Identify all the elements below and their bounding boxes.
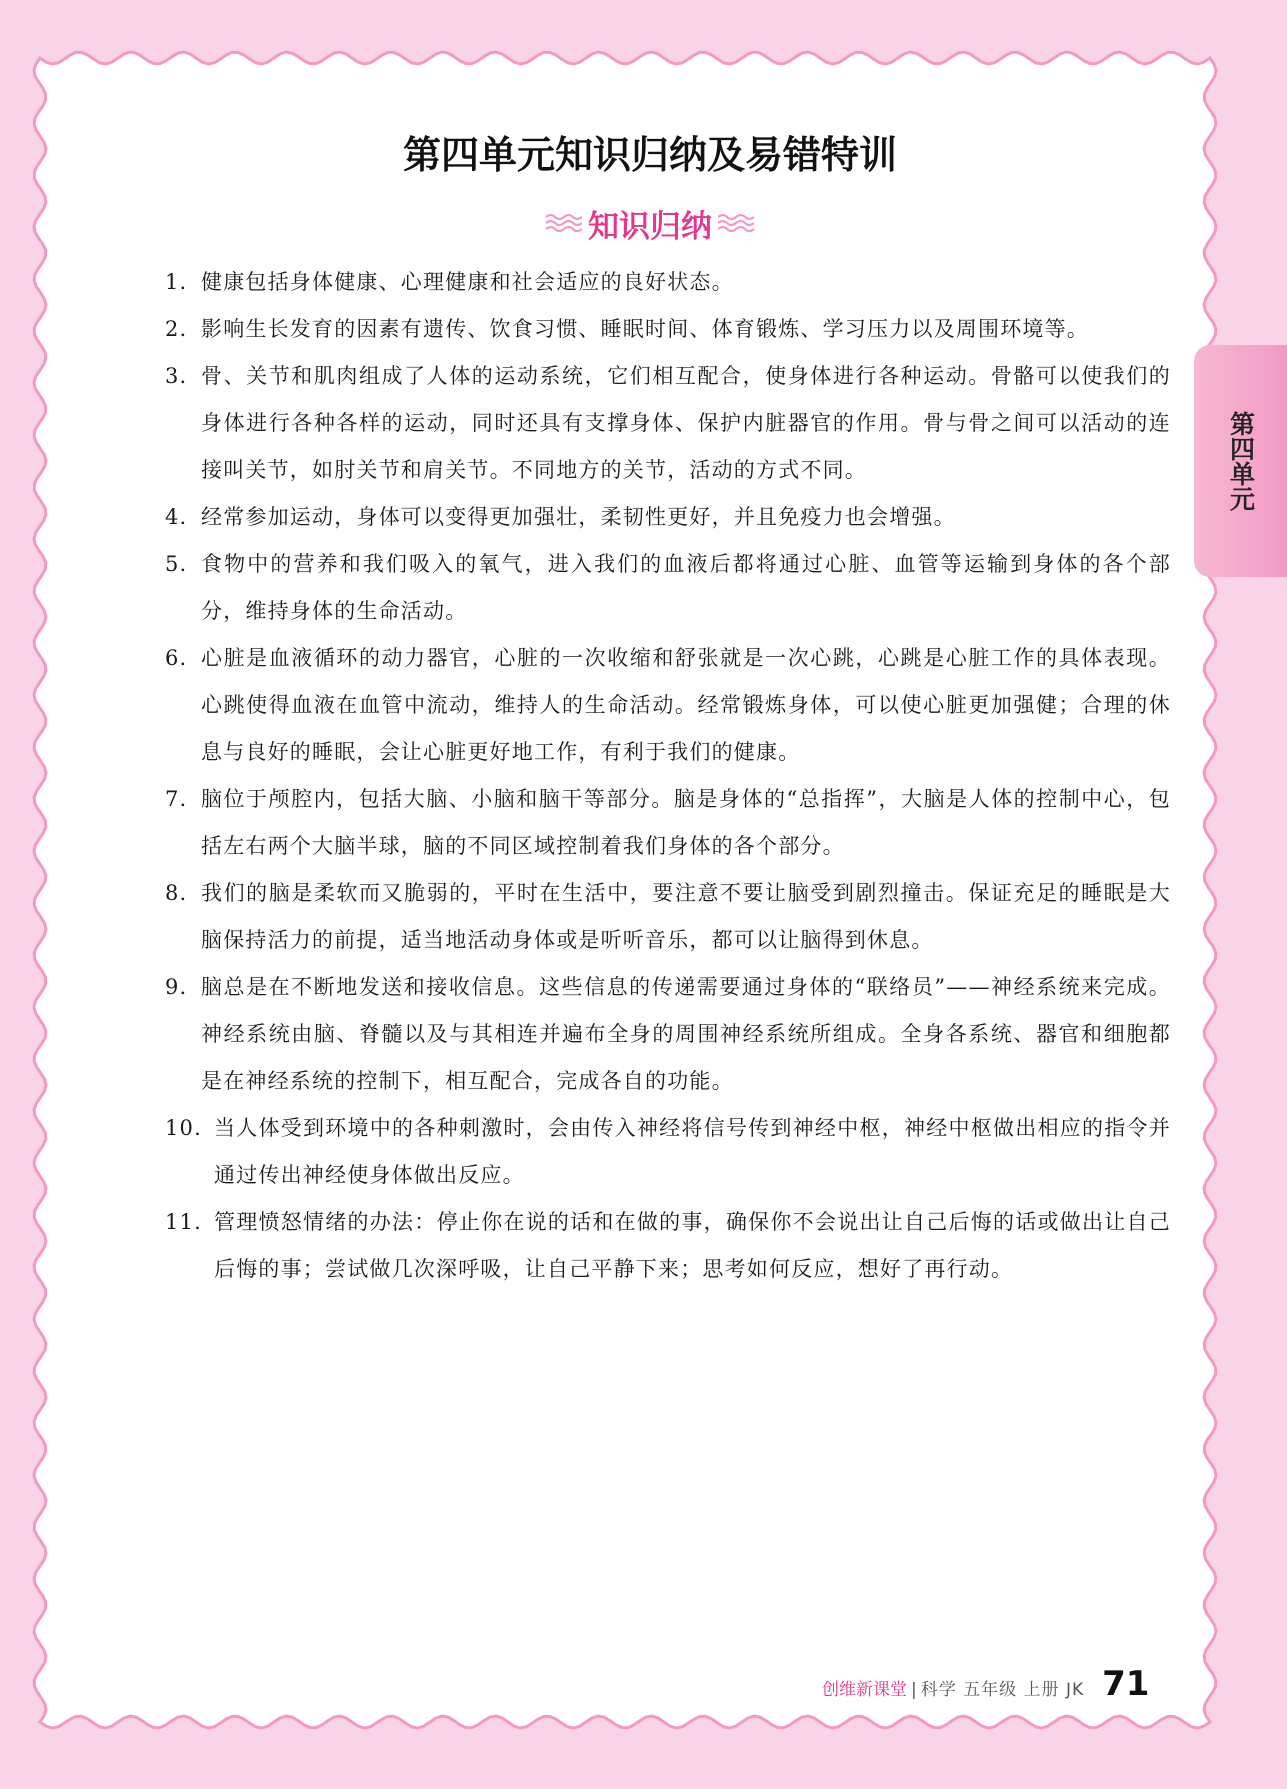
item-number: 7. — [165, 787, 188, 811]
page-footer — [822, 1664, 1182, 1704]
page-number: 71 — [1102, 1664, 1150, 1704]
item-text: 我们的脑是柔软而又脆弱的，平时在生活中，要注意不要让脑受到剧烈撞击。保证充足的睡眠是大脑保持活力的前提，适当地活动身体或是听听音乐，都可以让脑得到休息。 — [201, 881, 1171, 952]
item-text: 健康包括身体健康、心理健康和社会适应的良好状态。 — [201, 270, 734, 294]
unit-side-tab — [1194, 345, 1287, 577]
item-number: 8. — [165, 881, 188, 905]
list-item — [165, 1199, 1171, 1293]
item-text: 骨、关节和肌肉组成了人体的运动系统，它们相互配合，使身体进行各种运动。骨骼可以使我们的身体进行各种各样的运动，同时还具有支撑身体、保护内脏器官的作用。骨与骨之间可以活动的连接叫关节，如肘关节和肩关节。不同地方的关节，活动的方式不同。 — [201, 364, 1171, 482]
item-text: 心脏是血液循环的动力器官，心脏的一次收缩和舒张就是一次心跳，心跳是心脏工作的具体表现。心跳使得血液在血管中流动，维持人的生命活动。经常锻炼身体，可以使心脏更加强健；合理的休息与良好的睡眠，会让心脏更好地工作，有利于我们的健康。 — [201, 646, 1171, 764]
item-number: 6. — [165, 646, 188, 670]
item-number: 5. — [165, 552, 188, 576]
list-item — [165, 494, 1171, 541]
item-text: 脑总是在不断地发送和接收信息。这些信息的传递需要通过身体的“联络员”——神经系统来完成。神经系统由脑、脊髓以及与其相连并遍布全身的周围神经系统所组成。全身各系统、器官和细胞都是在神经系统的控制下，相互配合，完成各自的功能。 — [201, 975, 1171, 1093]
wave-decoration-left-icon — [544, 211, 582, 235]
knowledge-list — [165, 259, 1171, 1293]
list-item — [165, 541, 1171, 635]
item-text: 经常参加运动，身体可以变得更加强壮，柔韧性更好，并且免疫力也会增强。 — [201, 505, 956, 529]
footer-book-info: 科学 五年级 上册 JK — [920, 1680, 1085, 1700]
wave-decoration-right-icon — [718, 211, 756, 235]
unit-side-tab-label: 第四单元 — [1226, 411, 1256, 511]
item-number: 1. — [165, 270, 188, 294]
list-item — [165, 870, 1171, 964]
page-title: 第四单元知识归纳及易错特训 — [402, 133, 897, 177]
item-number: 10. — [165, 1116, 202, 1140]
list-item — [165, 776, 1171, 870]
item-text: 当人体受到环境中的各种刺激时，会由传入神经将信号传到神经中枢，神经中枢做出相应的指令并通过传出神经使身体做出反应。 — [214, 1116, 1171, 1187]
section-header-label: 知识归纳 — [588, 208, 712, 245]
list-item — [165, 353, 1171, 494]
item-text: 管理愤怒情绪的办法：停止你在说的话和在做的事，确保你不会说出让自己后悔的话或做出让自己后悔的事；尝试做几次深呼吸，让自己平静下来；思考如何反应，想好了再行动。 — [214, 1210, 1171, 1281]
item-number: 9. — [165, 975, 188, 999]
list-item — [165, 306, 1171, 353]
item-text: 脑位于颅腔内，包括大脑、小脑和脑干等部分。脑是身体的“总指挥”，大脑是人体的控制中心，包括左右两个大脑半球，脑的不同区域控制着我们身体的各个部分。 — [201, 787, 1171, 858]
list-item — [165, 635, 1171, 776]
footer-separator: | — [911, 1680, 917, 1700]
item-number: 2. — [165, 317, 188, 341]
section-header — [530, 198, 770, 248]
footer-brand: 创维新课堂 — [822, 1680, 907, 1700]
list-item — [165, 964, 1171, 1105]
list-item — [165, 259, 1171, 306]
item-number: 11. — [165, 1210, 202, 1234]
item-number: 3. — [165, 364, 188, 388]
item-text: 食物中的营养和我们吸入的氧气，进入我们的血液后都将通过心脏、血管等运输到身体的各个部分，维持身体的生命活动。 — [201, 552, 1171, 623]
item-number: 4. — [165, 505, 188, 529]
list-item — [165, 1105, 1171, 1199]
item-text: 影响生长发育的因素有遗传、饮食习惯、睡眠时间、体育锻炼、学习压力以及周围环境等。 — [201, 317, 1089, 341]
